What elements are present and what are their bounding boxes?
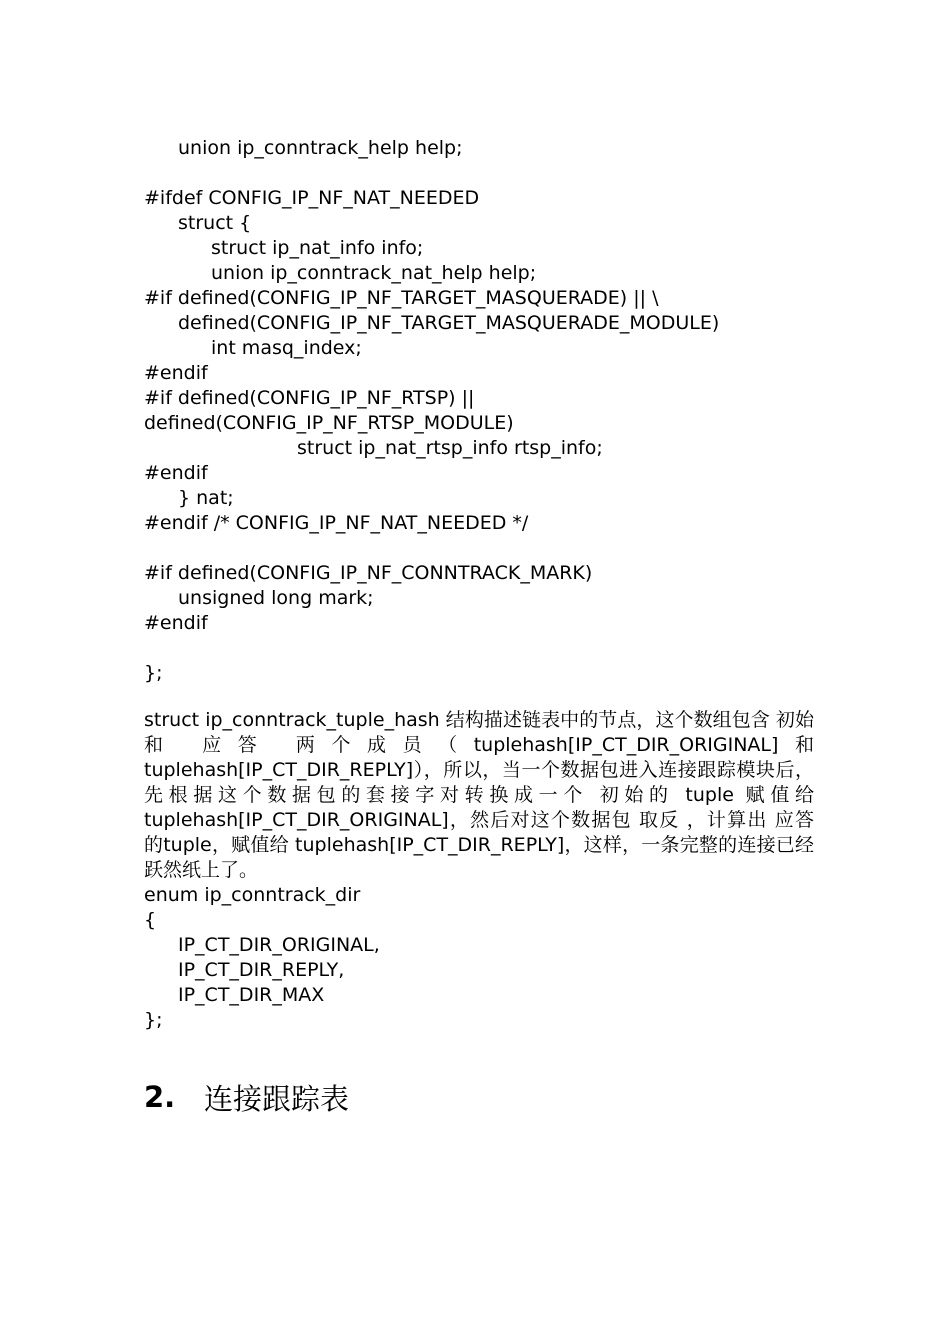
- code-line: } nat;: [178, 487, 234, 509]
- section-title: 连接跟踪表: [204, 1081, 350, 1116]
- code-line: #if defined(CONFIG_IP_NF_CONNTRACK_MARK): [144, 562, 593, 584]
- code-line: #if defined(CONFIG_IP_NF_TARGET_MASQUERADE) || \: [144, 287, 659, 309]
- code-line: struct ip_nat_rtsp_info rtsp_info;: [297, 437, 603, 459]
- code-line: #if defined(CONFIG_IP_NF_RTSP) ||: [144, 387, 475, 409]
- code-line: defined(CONFIG_IP_NF_RTSP_MODULE): [144, 412, 514, 434]
- code-line: [144, 636, 844, 661]
- code-block-top: [144, 136, 844, 686]
- code-line: IP_CT_DIR_REPLY,: [178, 959, 345, 981]
- code-line: enum ip_conntrack_dir: [144, 884, 361, 906]
- code-line: #ifdef CONFIG_IP_NF_NAT_NEEDED: [144, 187, 480, 209]
- code-line: #endif: [144, 362, 208, 384]
- code-line: struct {: [178, 212, 252, 234]
- code-line: int masq_index;: [211, 337, 362, 359]
- code-line: #endif: [144, 462, 208, 484]
- section-heading: [144, 1076, 349, 1118]
- code-block-enum: [144, 883, 844, 1033]
- code-line: unsigned long mark;: [178, 587, 374, 609]
- body-paragraph: struct ip_conntrack_tuple_hash 结构描述链表中的节点，这个数组包含 初始 和 应答 两个成员（tuplehash[IP_CT_DIR_ORIGINAL]和tuplehash[IP_CT_DIR_REPLY]），所以，当一个数据包进入连接跟踪模块后，先根据这个数据包的套接字对转换成一个 初始的 tuple 赋值给tuplehash[IP_CT_DIR_ORIGINAL]，然后对这个数据包 取反 ，计算出 应答 的tuple，赋值给 tuplehash[IP_CT_DIR_REPLY]，这样，一条完整的连接已经跃然纸上了。: [144, 709, 814, 881]
- code-line: };: [144, 1009, 163, 1031]
- code-line: defined(CONFIG_IP_NF_TARGET_MASQUERADE_MODULE): [178, 312, 720, 334]
- code-line: #endif /* CONFIG_IP_NF_NAT_NEEDED */: [144, 512, 529, 534]
- code-line: [144, 536, 844, 561]
- code-line: IP_CT_DIR_MAX: [178, 984, 325, 1006]
- code-line: #endif: [144, 612, 208, 634]
- section-number: 2.: [144, 1080, 176, 1114]
- code-line: [144, 161, 844, 186]
- code-line: };: [144, 662, 163, 684]
- code-line: {: [144, 909, 157, 931]
- code-line: union ip_conntrack_help help;: [178, 137, 463, 159]
- code-line: union ip_conntrack_nat_help help;: [211, 262, 537, 284]
- code-line: struct ip_nat_info info;: [211, 237, 424, 259]
- code-line: IP_CT_DIR_ORIGINAL,: [178, 934, 380, 956]
